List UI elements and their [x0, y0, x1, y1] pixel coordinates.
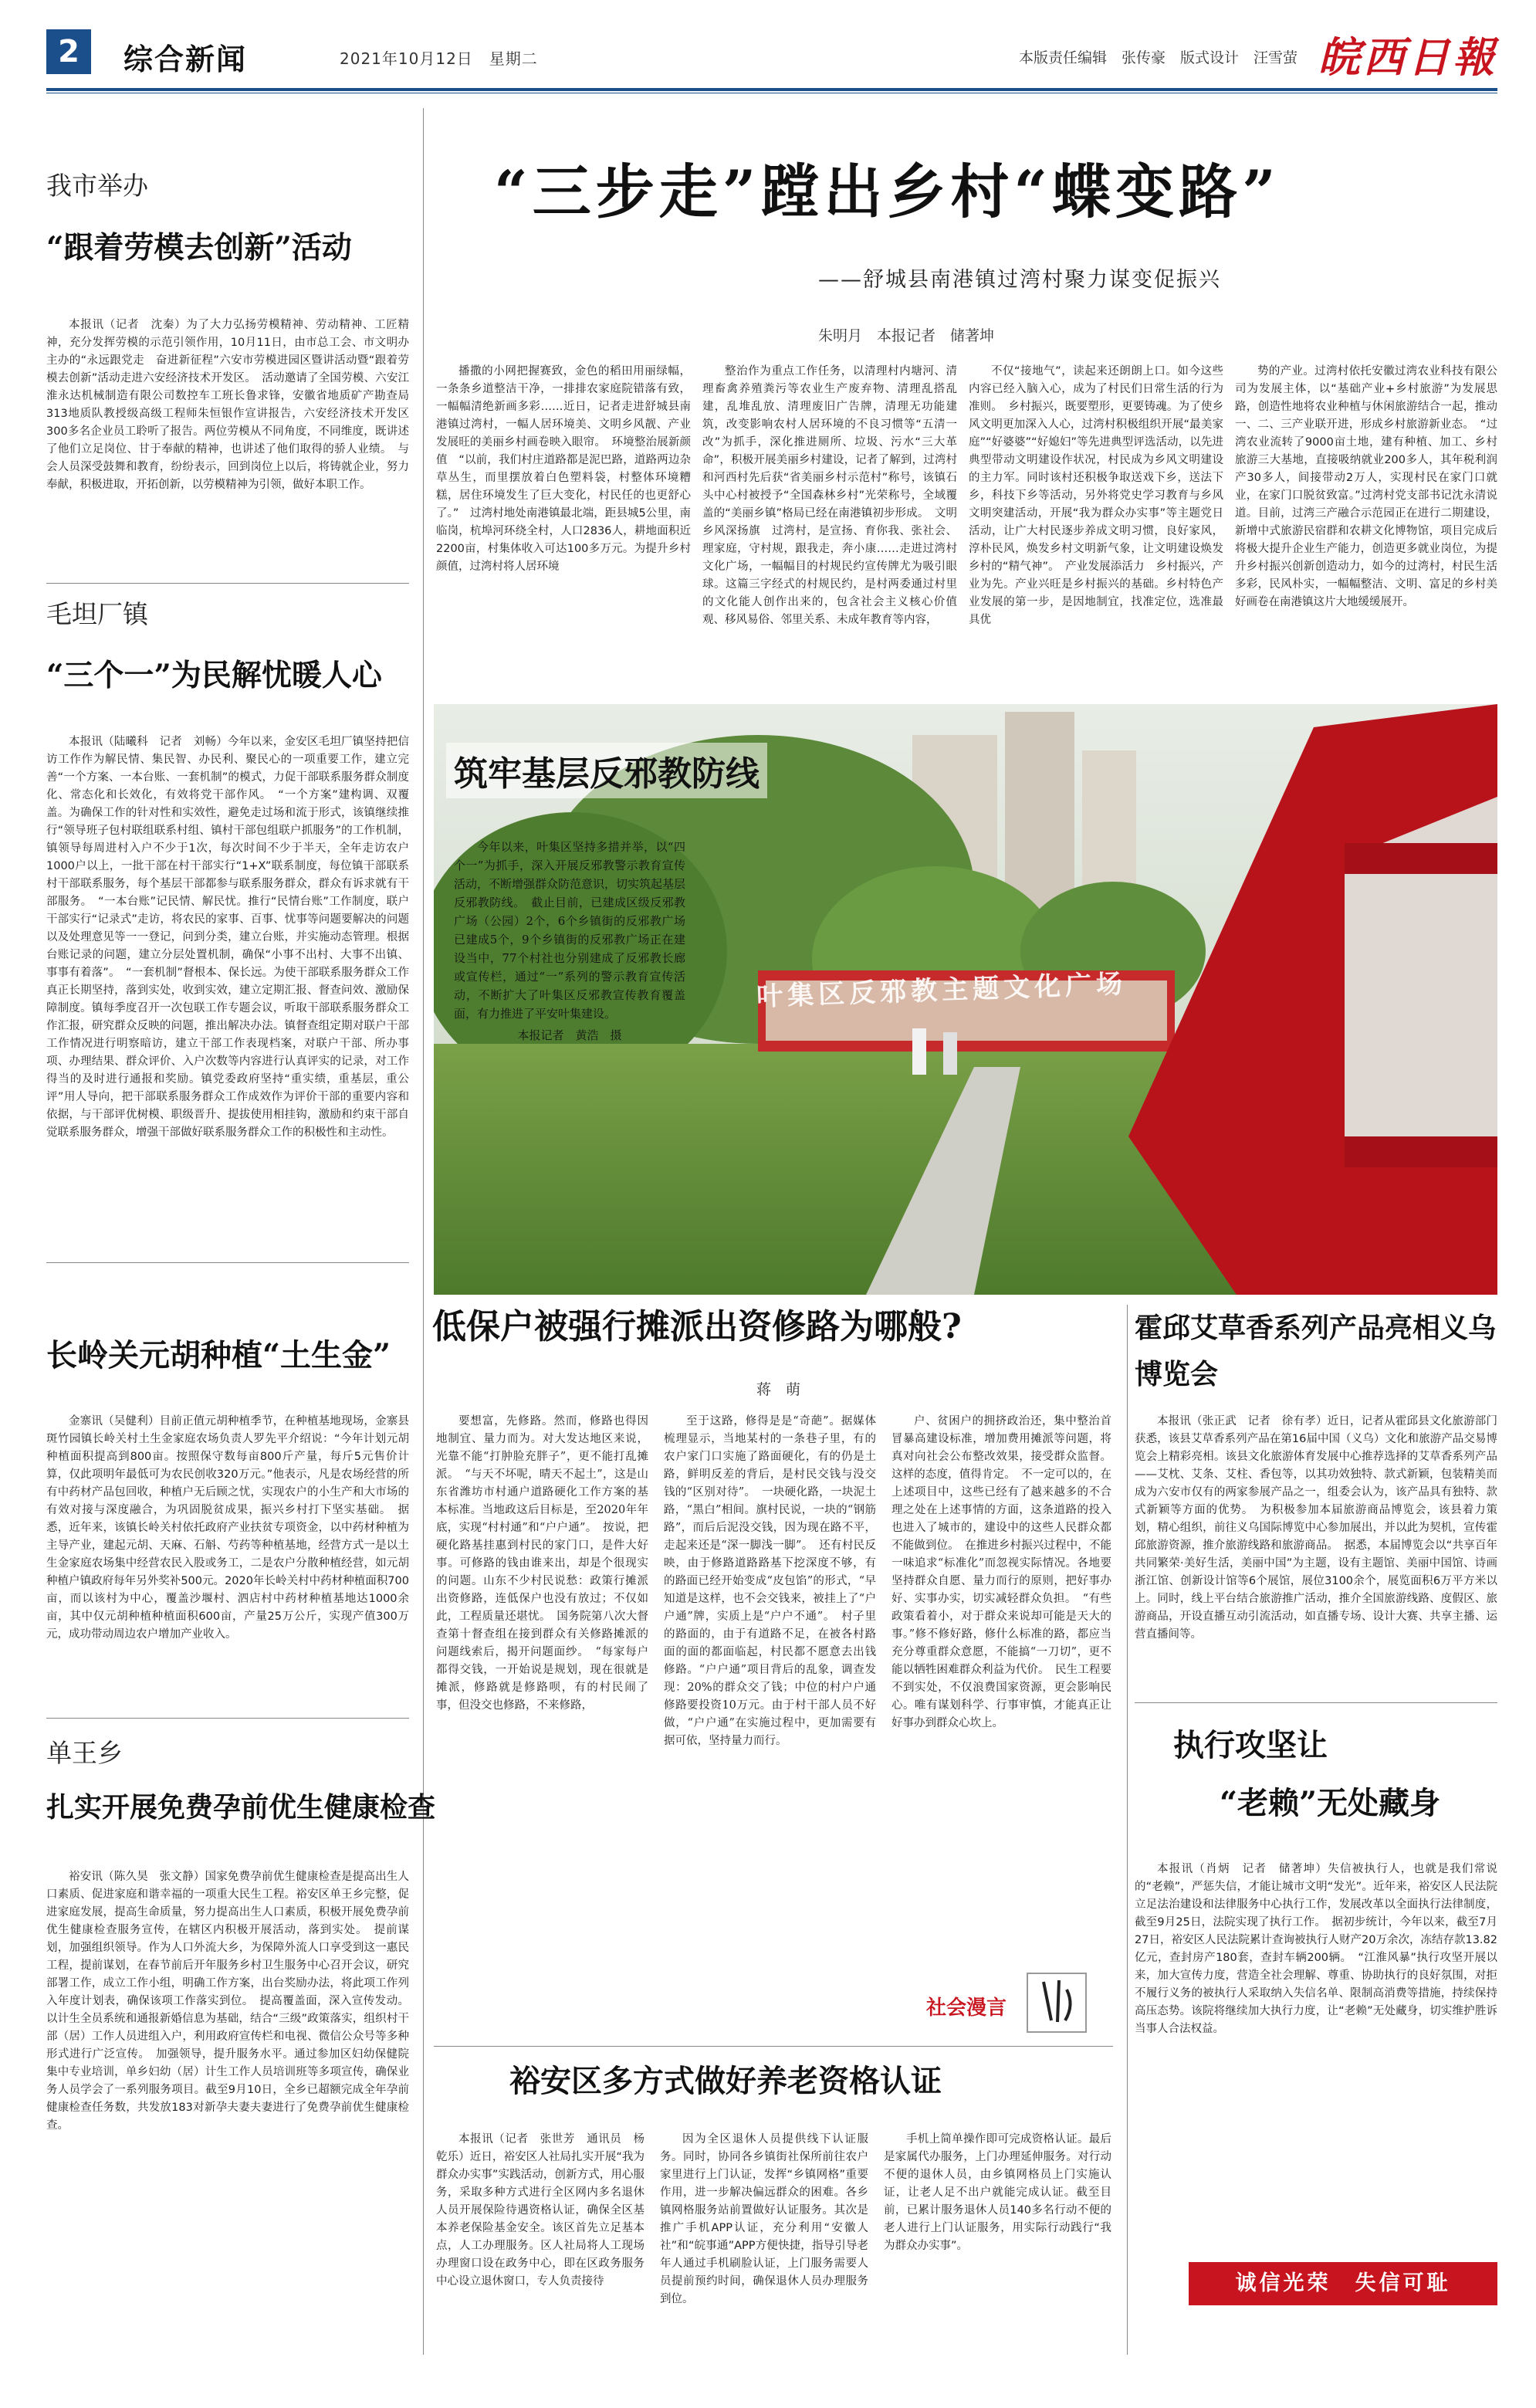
mid2-col-3-text: 手机上简单操作即可完成资格认证。最后是家属代办服务，上门办理延伸服务。对行动不便的退休人员，由乡镇网格员上门实施认证，让老人足不出户就能完成认证。截至目前，已累计服务退休人员140多名行动不便的老人进行上门认证服务，用实际行动践行“我为群众办实事”。 [884, 2133, 1111, 2252]
left2-article [46, 733, 409, 1251]
left3-article [46, 1413, 409, 1706]
left4-body: 裕安讯（陈久昊 张文静）国家免费孕前优生健康检查是提高出生人口素质、促进家庭和谐幸福的一项重大民生工程。裕安区单王乡完整，促进家庭发展，提高生命质量，努力提高出生人口素质，积极开展免费孕前优生健康检查服务宣传，在辖区内积极开展活动，落到实处。 提前谋划，加强组织领导。作为人口外流大乡，为保障外流人口享受到这一惠民工程，提前谋划，在春节前后开年服务乡村卫生服务中心召开会议，研究部署工作，成立工作小组，明确工作方案，出台奖励办法，将此项工作列入年度计划表，确保该项工作落实到位。 提高覆盖面，深入宣传发动。以计生全员系统和通报新婚信息为基础，结合“三级”政策落实，组织村干部（居）工作人员进组入户，利用政府宣传栏和电视、微信公众号等多种形式进行广泛宣传。 加强领导，提升服务水平。通过参加区妇幼保健院集中专业培训，单乡妇幼（居）计生工作人员培训班等多项宣传，确保业务人员学会了一系列服务项目。截至9月10日，全乡已超额完成全年孕前健康检查任务数，共发放183对新孕夫妻夫妻进行了免费孕前优生健康检查。 [46, 1871, 409, 2132]
mid2-col-1-text: 本报讯（记者 张世芳 通讯员 杨乾乐）近日，裕安区人社局扎实开展“我为群众办实事”实践活动，创新方式，用心服务，采取多种方式进行全区网内多名退休人员开展保险待遇资格认证，确保全区基本养老保险基金安全。该区首先立足基本点，人工办理服务。区人社局将人工现场办理窗口设在政务中心，即在区政务服务中心设立退休窗口，专人负责接待 [436, 2133, 645, 2288]
masthead [46, 29, 1497, 83]
column-divider-left [423, 108, 424, 2355]
divider-mid-1 [434, 2046, 1113, 2047]
lead-col-2 [702, 363, 957, 695]
photo-story-text: 今年以来，叶集区坚持多措并举，以“四个一”为抓手，深入开展反邪教警示教育宣传活动，不断增强群众防范意识，切实筑起基层反邪教防线。 截止目前，已建成区级反邪教广场（公园）2个，6个乡镇街的反邪教广场已建成5个，9个乡镇街的反邪教广场正在建设当中，77个村社也分别建成了反邪教长廊或宣传栏，通过“一”系列的警示教育宣传活动，不断扩大了叶集区反邪教宣传教育覆盖面，有力推进了平安叶集建设。 [454, 840, 686, 1021]
mid2-col-2 [660, 2131, 868, 2355]
right1-body: 本报讯（张正武 记者 徐有孝）近日，记者从霍邱县文化旅游部门获悉，该县艾草香系列产品在第16届中国（义乌）文化和旅游产品交易博览会上精彩亮相。该县文化旅游体育发展中心推荐选择的艾草香系列产品——艾枕、艾条、艾柱、香包等，以其功效独特、款式新颖，包装精美而成为六安市仅有的两家参展产品之一，组委会认为，该产品具有独特、款式新颖等方面的优势。 为积极参加本届旅游商品博览会，该县着力策划，精心组织，前往义乌国际博览中心参加展出，并以此为契机，宣传霍邱旅游资源，推介旅游线路和旅游商品。 据悉，本届博览会以“共享百年 共同繁荣·美好生活，美丽中国”为主题，设有主题馆、美丽中国馆、诗画浙江馆、创新设计馆等6个展馆，展位3100余个，展览面积6万平方米以上。同时，线上平台结合旅游推广活动，推介全国旅游线路、度假区、旅游商品，开设直播互动引流活动，如直播专场、设计大赛、共享主播、运营直播间等。 [1135, 1415, 1497, 1641]
slogan-badge: 诚信光荣 失信可耻 [1189, 2262, 1497, 2305]
mid-col-2-text: 至于这路，修得是是“奇葩”。据媒体梳理显示，当地某村的一条巷子里，有的农户家门口实施了路面硬化，有的仍是土路，鲜明反差的背后，是村民交钱与没交钱的“区别对待”。 一块硬化路，一块泥土路，“黑白”相间。旗村民说，一块的“钢筋路”，而后后泥没交钱，因为现在路不平，走起来还是“深一脚浅一脚”。 还有村民反映，由于修路道路路基下挖深度不够，有的路面已经开始变成“皮包馅”的形式，“早知道是这样，也不会交钱来，被挂上了“户户通”牌，实质上是“户户不通”。 村子里的路面的，由于有道路不足，在被各村路面的面的都面临起，村民都不愿意去出钱修路。“户户通”项目背后的乱象，调查发现：20%的群众交了钱；中位的村户户通修路要投资10万元。由于村干部人员不好做，“户户通”在实施过程中，更加需要有据可依，坚持量力而行。 [664, 1415, 876, 1747]
masthead-rule [46, 88, 1497, 91]
cartoon-label: 社会漫言 [926, 1997, 1007, 2020]
left4-article [46, 1868, 409, 2347]
cartoon-logo [1027, 1973, 1087, 2033]
left4-headline: 扎实开展免费孕前优生健康检查 [46, 1791, 436, 1824]
brush-icon [1028, 1974, 1085, 2031]
lead-col-1 [436, 363, 691, 695]
lead-col-1-text: 播撒的小网把握赛致，金色的稻田用丽绿幅，一条条乡道整洁干净，一排排农家庭院错落有致，一幅幅清绝新画多彩……近日，记者走进舒城县南港镇过湾村，一幅人居环境美、文明乡风靓、产业发展旺的美丽乡村画卷映入眼帘。 环境整治展新颜值 “以前，我们村庄道路都是泥巴路，道路两边杂草丛生，而里摆放着白色塑料袋，村整体环境糟糕，居住环境发生了巨大变化，村民任的也更舒心了。” 过湾村地处南港镇最北端，距县城5公里，南临岗，杭埠河环绕全村，人口2836人，耕地面积近2200亩，村集体收入可达100多万元。为提升乡村颜值，过湾村将人居环境 [436, 365, 691, 573]
section-title: 综合新闻 [123, 42, 248, 76]
right1-headline: 霍邱艾草香系列产品亮相义乌博览会 [1135, 1312, 1497, 1390]
column-divider-right [1127, 1305, 1128, 2355]
right2-headline-1: 执行攻坚让 [1173, 1727, 1328, 1763]
mid2-col-1 [436, 2131, 645, 2355]
left2-body: 本报讯（陆曦科 记者 刘畅）今年以来，金安区毛坦厂镇坚持把信访工作作为解民情、集民智、办民利、聚民心的一项重要工作，建立完善“一个方案、一本台账、一套机制”的模式，力促干部联系服务群众制度化、常态化和长效化，有效将党干部作风。 “一个方案”建构调、双覆盖。为确保工作的针对性和实效性，避免走过场和流于形式，该镇继续推行“领导班子包村联组联系村组、镇村干部包组联户抓服务”的工作机制，镇领导每周进村入户不少于1次，每次时间不少于半天，全年走访农户1000户以上，一批干部在村干部实行“1+X”联系制度，每位镇干部联系村干部联系服务，每个基层干部都参与联系服务群众，群众有诉求就有干部服务。 “一本台账”记民情、解民忧。推行“民情台账”工作制度，联户干部实行“记录式”走访，将农民的家事、百事、忧事等问题要解决的问题以及处理意见等一一登记，问到分类，建立台账，并实施动态管理。根据台账记录的问题，建立分层处置机制，确保“小事不出村、大事不出镇、事事有着落”。 “一套机制”督根本、保长远。为使干部联系服务群众工作真正长期坚持，落到实处，收到实效，建立定期汇报、督查问效、激励保障制度。镇每季度召开一次包联工作专题会议，听取干部联系服务群众工作汇报，研究群众反映的问题，推出解决办法。镇督查组定期对联户干部工作情况进行明察暗访，建立干部工作表现档案，对联户干部、所办事项、办理结果、群众评价、入户次数等内容进行认真评实的记录，对工作得当的及时进行通报和奖励。镇党委政府坚持“重实绩，重基层，重公评”用人导向，把干部联系服务群众工作成效作为评价干部的重要内容和依据，与干部评优树模、职级晋升、提拔使用相挂钩，激励和约束干部自觉联系服务群众，增强干部做好联系服务群众工作的积极性和主动性。 [46, 736, 409, 1139]
left4-kicker: 单王乡 [46, 1738, 123, 1768]
issue-date: 2021年10月12日 星期二 [340, 49, 538, 68]
lead-col-4-text: 势的产业。过湾村依托安徽过湾农业科技有限公司为发展主体，以“基础产业+乡村旅游”为发展思路，创造性地将农业种植与休闲旅游结合一起，推动一、二、三产业联开进，形成乡村旅游新业态。 “过湾农业流转了9000亩土地，建有种植、加工、乡村旅游三大基地，直接吸纳就业200多人，其年税利润产30多人，间接带动2万人，实现村民在家门口就业，在家门口脱贫致富。”过湾村党支部书记沈永清说道。目前，过湾三产融合示范园正在进行二期建设，新增中式旅游民宿群和农耕文化博物馆，项目完成后将极大提升企业生产能力，创造更多就业岗位，为提升乡村振兴创新创造动力，如今的过湾村，村民生活多彩，民风朴实，一幅幅整洁、文明、富足的乡村美好画卷在南港镇这片大地缓缓展开。 [1235, 365, 1497, 608]
left1-body: 本报讯（记者 沈秦）为了大力弘扬劳模精神、劳动精神、工匠精神，充分发挥劳模的示范引领作用，10月11日，由市总工会、市文明办主办的“永远跟党走 奋进新征程”六安市劳模进园区暨讲活动暨“跟着劳模去创新”活动走进六安经济技术开发区。 活动邀请了全国劳模、六安江淮永达机械制造有限公司数控车工班长鲁求锋，安徽省地质矿产勘查局313地质队教授级高级工程师朱恒银作宣讲报告，六安经济技术开发区300多名企业员工聆听了报告。两位劳模从不同角度，不同维度，既讲述了他们立足岗位、甘于奉献的精神，也讲述了他们取得的骄人业绩。 与会人员深受鼓舞和教育，纷纷表示，回到岗位上以后，将铸就企业，努力奉献，积极进取，开拓创新，以劳模精神为引领，做好本职工作。 [46, 319, 409, 491]
photo-sign-text: 叶集区反邪教主题文化广场 [756, 968, 1128, 1013]
mid-col-3 [891, 1413, 1111, 1953]
photo-headline: 筑牢基层反邪教防线 [446, 743, 767, 798]
photo-story [454, 838, 685, 1045]
photo-credit: 本报记者 黄浩 摄 [517, 1028, 622, 1042]
mid2-headline: 裕安区多方式做好养老资格认证 [509, 2063, 942, 2099]
left1-kicker: 我市举办 [46, 171, 148, 201]
left2-headline: “三个一”为民解忧暖人心 [46, 658, 382, 693]
left1-article [46, 317, 409, 571]
mid-col-3-text: 户、贫困户的拥挤政治还，集中整治首冒暴高建设标准，增加费用摊派等问题，将真对向社会公布整改效果，接受群众监督。这样的态度，值得肯定。 不一定可以的，在上述项目中，这些已经有了越来越多的不合理之处在上述事情的方面，这条道路的投入也进入了城市的，建设中的这些人民群众都不能做到位。 在推进乡村振兴过程中，不能一味追求“标准化”而忽视实际情况。各地要坚持群众自愿、量力而行的原则，把好事办好、实事办实，切实减轻群众负担。 “有些政策看着小，对于群众来说却可能是天大的事。”修不修好路，修什么标准的路，都应当充分尊重群众意愿，不能搞“一刀切”，更不能以牺牲困难群众利益为代价。 民生工程要不到实处，不仅浪费国家资源，更会影响民心。唯有谋划科学、行事审慎，才能真正让好事办到群众心坎上。 [891, 1415, 1111, 1729]
mid2-col-2-text: 因为全区退休人员提供线下认证服务。同时，协同各乡镇街社保所前往农户家里进行上门认证，发挥“乡镇网格”重要作用，进一步解决偏远群众的困难。各乡镇网格服务站前置做好认证服务。其次是推广手机APP认证，充分利用“安徽人社”和“皖事通”APP方便快捷，指导引导老年人通过手机刷脸认证，上门服务需要人员提前预约时间，确保退休人员办理服务到位。 [660, 2133, 868, 2305]
right2-article [1135, 1861, 1497, 2247]
divider-left-1 [46, 583, 409, 584]
left3-body: 金寨讯（吴健利）目前正值元胡种植季节，在种植基地现场，金寨县斑竹园镇长岭关村土生金家庭农场负责人罗先平介绍说：“今年计划元胡种植面积提高到800亩。按照保守数每亩800斤产量，每斤5元售价计算，仅此项明年最低可为农民创收320万元。”他表示，凡是农场经营的所有中药材产品包回收，种植户无后顾之忧，实现农户的小生产和大市场的有效对接与深度融合，为巩固脱贫成果，振兴乡村打下坚实基础。 据悉，近年来，该镇长岭关村依托政府产业扶贫专项资金，以中药材种植为主导产业，建起元胡、天麻、石斛、芍药等种植基地，经营方式一是以土生金家庭农场集中经营农民入股或务工，二是农户分散种植经营，如元胡种植户镇政府每年另外奖补500元。2020年长岭关村中药材种植面积700亩，而以该村为中心，覆盖沙堰村、泗店村中药材种植基地达1000余亩，其中仅元胡种植种植面积600亩，产量25万公斤，实现产值300万元，成功带动周边农户增加产业收入。 [46, 1415, 409, 1641]
left3-headline: 长岭关元胡种植“土生金” [46, 1337, 391, 1373]
lead-byline: 朱明月 本报记者 储著坤 [818, 327, 995, 344]
divider-left-2 [46, 1262, 409, 1263]
left1-headline: “跟着劳模去创新”活动 [46, 230, 352, 266]
mid-col-1 [436, 1413, 648, 2038]
mid-byline: 蒋 萌 [756, 1381, 801, 1398]
right1-article [1135, 1413, 1497, 1691]
mid-headline: 低保户被强行摊派出资修路为哪般? [432, 1307, 962, 1346]
mid-col-2 [664, 1413, 876, 2038]
page-number: 2 [46, 29, 91, 74]
lead-col-3-text: 不仅“接地气”，读起来还朗朗上口。如今这些内容已经入脑入心，成为了村民们日常生活的行为准则。 乡村振兴，既要塑形，更要铸魂。为了使乡风文明更加深入人心，过湾村积极组织开展“最美家庭”“好婆婆”“好媳妇”等先进典型评选活动，以先进典型带动文明建设作状况，村民成为乡风文明建设的主力军。同时该村还积极争取送戏下乡，送法下乡，科技下乡等活动，另外将党史学习教育与乡风文明突建活动，开展“我为群众办实事”等主题党日活动，让广大村民逐步养成文明习惯，良好家风，淳朴民风，焕发乡村文明新气象，让文明建设焕发乡村的“精气神”。 产业发展添活力 乡村振兴，产业为先。产业兴旺是乡村振兴的基础。乡村特色产业发展的第一步，是因地制宜，找准定位，选准最具优 [969, 365, 1223, 626]
divider-left-3 [46, 1718, 409, 1719]
lead-col-3 [969, 363, 1223, 695]
lead-col-4 [1235, 363, 1497, 695]
newspaper-logo: 皖西日報 [1318, 32, 1497, 82]
right2-body: 本报讯（肖炳 记者 储著坤）失信被执行人，也就是我们常说的“老赖”，严惩失信，才能让城市文明“发光”。近年来，裕安区人民法院立足法治建设和法律服务中心执行工作，发展改革以全面执行法律制度，截至9月25日，法院实现了执行工作。 据初步统计，今年以来，截至7月27日，裕安区人民法院累计查询被执行人财产20万余次，冻结存款13.82亿元，查封房产180套，查封车辆200辆。 “江淮风暴”执行攻坚开展以来，加大宣传力度，营造全社会理解、尊重、协助执行的良好氛围，对拒不履行义务的被执行人采取纳入失信名单、限制高消费等措施，持续保持高压态势。该院将继续加大执行力度，让“老赖”无处藏身，切实维护胜诉当事人合法权益。 [1135, 1863, 1497, 2035]
editor-credits: 本版责任编辑 张传豪 版式设计 汪雪萤 [1019, 49, 1298, 66]
lead-col-2-text: 整治作为重点工作任务，以清理村内塘河、清理畜禽养殖粪污等农业生产废弃物、清理乱搭乱建，乱堆乱放、清理废旧广告牌，清理无功能建筑，改变影响农村人居环境的不良习惯等“五清一改”为抓手，深化推进厕所、垃圾、污水“三大革命”，积极开展美丽乡村建设，记者了解到，过湾村和河西村先后获“省美丽乡村示范村”称号，该镇石头中心村被授予“全国森林乡村”光荣称号，全域覆盖的“美丽乡镇”格局已经在南港镇初步形成。 文明乡风深扬旗 过湾村，是宣扬、育你我、张社会、理家庭，守村规，跟我走，奔小康……走进过湾村文化广场，一幅幅目的村规民约宣传牌尤为吸引眼球。这篇三字经式的村规民约，是村两委通过村里的文化能人创作出来的，包含社会主义核心价值观、移风易俗、邻里关系、未成年教育等内容， [702, 365, 957, 626]
right2-headline-2: “老赖”无处藏身 [1220, 1785, 1441, 1821]
lead-headline: “三步走”蹚出乡村“蝶变路” [494, 157, 1281, 226]
mid2-col-3 [884, 2131, 1111, 2355]
divider-right-1 [1135, 1702, 1497, 1703]
lead-subheadline: ——舒城县南港镇过湾村聚力谋变促振兴 [818, 268, 1221, 292]
left2-kicker: 毛坦厂镇 [46, 599, 148, 629]
mid-col-1-text: 要想富，先修路。然而，修路也得因地制宜、量力而为。对大发达地区来说，光靠不能“打肿脸充胖子”，更不能打乱摊派。 “与天不坏呢，晴天不起土”，这是山东省潍坊市村通户道路硬化工作方案的基本标准。当地政这后目标是，至2020年年底，实现“村村通”和“户户通”。 按说，把硬化路基挂惠到村民的家门口，是件大好事。可修路的钱由谁来出，却是个很现实的问题。山东不少村民说愁：政策行摊派出资修路，连低保户也没有放过；不仅如此，工程质量还堪忧。 国务院第八次大督查第十督查组在接到群众有关修路摊派的问题线索后，揭开问题面纱。 “每家每户都得交钱，一开始说是规划，现在很就是摊派，修路就是修路呗，有的村民闹了事，但没交也修路，不来修路， [436, 1415, 648, 1712]
